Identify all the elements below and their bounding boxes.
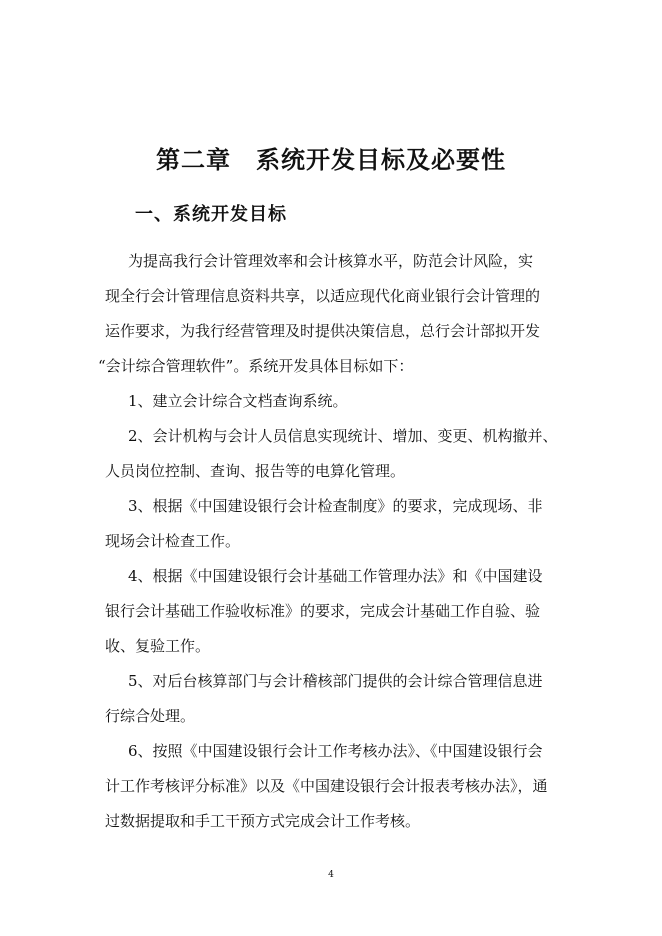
list-item-3: 3、根据《中国建设银行会计检查制度》的要求，完成现场、非 xyxy=(128,497,543,515)
chapter-title: 第二章 系统开发目标及必要性 xyxy=(156,146,506,174)
section-heading: 一、系统开发目标 xyxy=(135,204,287,225)
list-item-1: 1、建立会计综合文档查询系统。 xyxy=(128,392,348,410)
list-item-4-cont: 收、复验工作。 xyxy=(105,637,211,655)
page-number: 4 xyxy=(328,870,334,880)
list-item-2: 2、会计机构与会计人员信息实现统计、增加、变更、机构撤并、 xyxy=(128,427,558,445)
body-line: “会计综合管理软件”。系统开发具体目标如下： xyxy=(98,357,414,375)
list-item-6-cont: 过数据提取和手工干预方式完成会计工作考核。 xyxy=(105,812,421,830)
body-line: 现全行会计管理信息资料共享，以适应现代化商业银行会计管理的 xyxy=(105,287,541,305)
list-item-5-cont: 行综合处理。 xyxy=(105,707,196,725)
list-item-6: 6、按照《中国建设银行会计工作考核办法》、《中国建设银行会 xyxy=(128,742,543,760)
list-item-5: 5、对后台核算部门与会计稽核部门提供的会计综合管理信息进 xyxy=(128,672,543,690)
list-item-4-cont: 银行会计基础工作验收标准》的要求，完成会计基础工作自验、验 xyxy=(105,602,541,620)
list-item-2-cont: 人员岗位控制、查询、报告等的电算化管理。 xyxy=(105,462,406,480)
list-item-3-cont: 现场会计检查工作。 xyxy=(105,532,241,550)
list-item-4: 4、根据《中国建设银行会计基础工作管理办法》和《中国建设 xyxy=(128,567,543,585)
list-item-6-cont: 计工作考核评分标准》以及《中国建设银行会计报表考核办法》，通 xyxy=(105,777,548,795)
body-line: 为提高我行会计管理效率和会计核算水平，防范会计风险，实 xyxy=(128,252,534,270)
body-line: 运作要求，为我行经营管理及时提供决策信息，总行会计部拟开发 xyxy=(105,322,541,340)
